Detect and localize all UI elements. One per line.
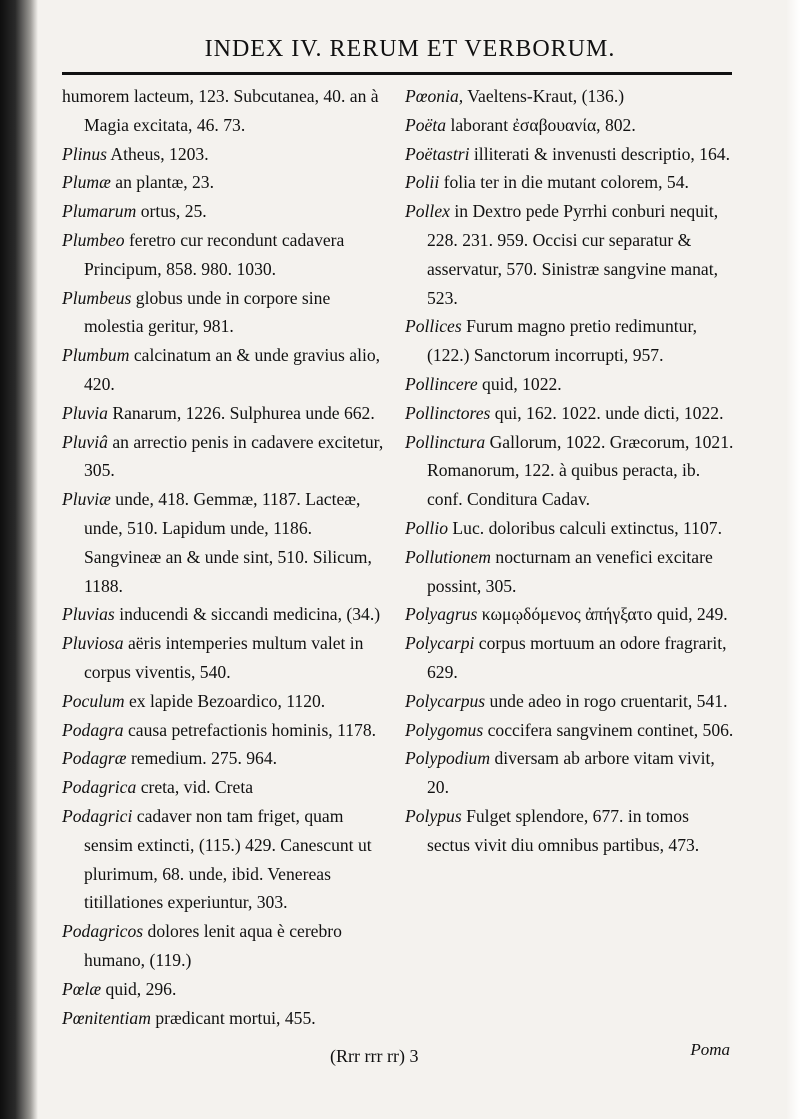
entry-text: quid, 1022. xyxy=(482,373,562,394)
entry-headword: Podagra xyxy=(62,719,124,740)
entry-headword: Pœlæ xyxy=(62,978,102,999)
entry-text: Vaeltens-Kraut, (136.) xyxy=(467,86,625,106)
entry-text: causa petrefactionis hominis, 1178. xyxy=(127,719,377,740)
entry-headword: Pollices xyxy=(405,316,462,337)
right-column xyxy=(405,82,735,860)
entry-text: diversam ab arbore vitam vivit, 20. xyxy=(427,748,715,798)
entry-headword: Plinus xyxy=(62,143,107,164)
index-entry xyxy=(405,629,735,687)
entry-headword: Pœnitentiam xyxy=(62,1007,151,1028)
index-entry xyxy=(405,514,735,543)
entry-text: quid, 296. xyxy=(105,978,177,999)
index-entry xyxy=(62,168,392,197)
index-entry xyxy=(62,773,392,802)
entry-text: Fulget splendore, 677. in tomos sectus vivit diu omnibus partibus, 473. xyxy=(427,805,700,855)
page-edge xyxy=(786,0,800,1119)
entry-text: calcinatum an & unde gravius alio, 420. xyxy=(84,345,381,394)
index-entry xyxy=(62,629,392,687)
entry-headword: Pollutionem xyxy=(405,546,492,567)
index-entry xyxy=(62,428,392,486)
entry-headword: Poculum xyxy=(62,690,125,711)
entry-text: an plantæ, 23. xyxy=(115,172,214,193)
entry-headword: Poëtastri xyxy=(405,143,470,164)
index-entry xyxy=(62,744,392,773)
entry-headword: Polycarpi xyxy=(405,633,475,654)
entry-headword: Pluviæ xyxy=(62,489,111,510)
entry-headword: Plumbum xyxy=(62,345,130,366)
index-entry xyxy=(62,140,392,169)
index-entry xyxy=(62,284,392,342)
entry-headword: Pluviosa xyxy=(62,633,124,654)
entry-text: Furum magno pretio redimuntur, (122.) Sanctorum incorrupti, 957. xyxy=(427,316,698,366)
entry-headword: Polygomus xyxy=(405,719,484,740)
index-entry xyxy=(62,687,392,716)
entry-text: Luc. doloribus calculi extinctus, 1107. xyxy=(452,517,722,538)
entry-text: inducendi & siccandi medicina, (34.) xyxy=(119,604,381,625)
entry-headword: Podagricos xyxy=(62,921,144,942)
entry-headword: Polii xyxy=(405,172,440,193)
entry-text: Atheus, 1203. xyxy=(110,143,209,164)
index-entry xyxy=(405,140,735,169)
index-entry xyxy=(405,399,735,428)
entry-text: Ranarum, 1226. Sulphurea unde 662. xyxy=(112,402,375,423)
entry-headword: Plumarum xyxy=(62,201,137,222)
index-entry xyxy=(405,168,735,197)
index-entry xyxy=(62,226,392,284)
index-entry xyxy=(62,600,392,629)
index-entry xyxy=(405,802,735,860)
entry-headword: Pluvias xyxy=(62,604,115,625)
entry-text: cadaver non tam friget, quam sensim extincti, (115.) 429. Canescunt ut plurimum, 68. unde, ibid. Venereas titillationes experiuntur, 303. xyxy=(84,805,372,913)
entry-headword: Plumbeus xyxy=(62,287,132,308)
entry-text: ortus, 25. xyxy=(140,201,207,222)
header-rule xyxy=(62,72,732,75)
entry-headword: Polycarpus xyxy=(405,690,486,711)
entry-headword: Plumæ xyxy=(62,172,111,193)
entry-text: humorem lacteum, 123. Subcutanea, 40. an à Magia excitata, 46. 73. xyxy=(62,86,379,135)
entry-text: aëris intemperies multum valet in corpus viventis, 540. xyxy=(84,633,364,682)
catchword: Poma xyxy=(690,1040,730,1059)
entry-text: feretro cur recondunt cadavera Principum, 858. 980. 1030. xyxy=(84,229,345,279)
index-entry xyxy=(62,917,392,975)
left-column xyxy=(62,82,392,1032)
entry-text: ex lapide Bezoardico, 1120. xyxy=(128,690,326,711)
index-entry xyxy=(405,600,735,629)
entry-text: dolores lenit aqua è cerebro humano, (119.) xyxy=(84,921,342,970)
entry-headword: Pœonia, xyxy=(405,86,464,106)
index-entry xyxy=(405,428,735,514)
entry-headword: Polypodium xyxy=(405,748,491,769)
entry-headword: Podagrica xyxy=(62,777,137,798)
binding-shadow xyxy=(0,0,38,1119)
entry-headword: Podagræ xyxy=(62,748,127,769)
index-entry xyxy=(405,744,735,802)
entry-headword: Pollex xyxy=(405,201,450,222)
index-entry xyxy=(405,543,735,601)
entry-text: κωμῳδόμενος ἀπήγξατο quid, 249. xyxy=(481,604,728,625)
index-entry xyxy=(405,82,735,111)
entry-text: creta, vid. Creta xyxy=(140,777,254,798)
index-entry xyxy=(405,687,735,716)
running-head: INDEX IV. RERUM ET VERBORUM. xyxy=(204,36,616,62)
entry-headword: Pollincere xyxy=(405,373,478,394)
entry-text: coccifera sangvinem continet, 506. xyxy=(487,719,734,740)
index-entry xyxy=(405,370,735,399)
entry-headword: Poëta xyxy=(405,114,447,135)
index-entry xyxy=(62,716,392,745)
entry-text: corpus mortuum an odore fragrarit, 629. xyxy=(427,633,727,682)
entry-text: unde, 418. Gemmæ, 1187. Lacteæ, unde, 510. Lapidum unde, 1186. Sangvineæ an & unde sint, 510. Silicum, 1188. xyxy=(84,489,372,596)
index-entry xyxy=(62,802,392,917)
index-entry xyxy=(62,341,392,399)
entry-headword: Pollio xyxy=(405,517,449,538)
index-entry xyxy=(62,1004,392,1033)
index-entry xyxy=(62,485,392,600)
entry-headword: Pluviâ xyxy=(62,431,108,452)
entry-text: remedium. 275. 964. xyxy=(130,748,278,769)
entry-text: nocturnam an venefici excitare possint, 305. xyxy=(427,546,713,596)
index-entry xyxy=(62,197,392,226)
entry-text: prædicant mortui, 455. xyxy=(155,1007,316,1028)
index-entry xyxy=(405,197,735,312)
entry-text: unde adeo in rogo cruentarit, 541. xyxy=(489,690,728,711)
index-entry xyxy=(62,399,392,428)
entry-headword: Podagrici xyxy=(62,805,133,826)
index-entry xyxy=(62,82,392,140)
entry-headword: Polyagrus xyxy=(405,604,478,625)
entry-headword: Polypus xyxy=(405,805,462,826)
index-entry xyxy=(405,111,735,140)
signature-mark: (Rrr rrr rr) 3 xyxy=(330,1046,419,1066)
entry-text: globus unde in corpore sine molestia geritur, 981. xyxy=(84,287,331,337)
entry-text: Gallorum, 1022. Græcorum, 1021. Romanorum, 122. à quibus peracta, ib. conf. Conditura Cadav. xyxy=(427,431,734,510)
entry-text: laborant ἐσαβουανία, 802. xyxy=(450,114,636,135)
index-entry xyxy=(62,975,392,1004)
entry-text: in Dextro pede Pyrrhi conburi nequit, 228. 231. 959. Occisi cur separatur & asservatur, 570. Sinistræ sangvine manat, 523. xyxy=(427,201,719,308)
entry-text: an arrectio penis in cadavere excitetur, 305. xyxy=(84,431,384,481)
entry-text: qui, 162. 1022. unde dicti, 1022. xyxy=(494,402,724,423)
entry-text: illiterati & invenusti descriptio, 164. xyxy=(473,143,730,164)
entry-headword: Pollinctores xyxy=(405,402,491,423)
entry-headword: Pollinctura xyxy=(405,431,486,452)
index-entry xyxy=(405,716,735,745)
entry-headword: Pluvia xyxy=(62,402,108,423)
index-entry xyxy=(405,312,735,370)
entry-headword: Plumbeo xyxy=(62,229,125,250)
entry-text: folia ter in die mutant colorem, 54. xyxy=(443,172,689,193)
